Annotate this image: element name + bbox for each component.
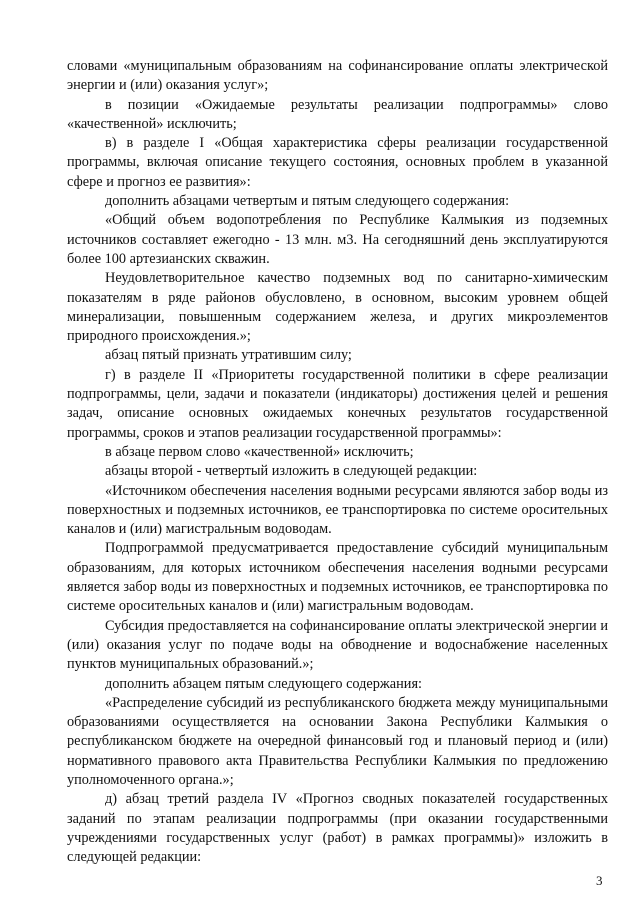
- document-body: [67, 57, 608, 867]
- paragraph: абзацы второй - четвертый изложить в следующей редакции:: [105, 463, 478, 480]
- paragraph: «Общий объем водопотребления по Республике Калмыкия из подземных источников составляет ежегодно - 13 млн. м3. На сегодняшний день эксплуатируются более 100 артезианских скважин.: [67, 212, 608, 267]
- paragraph: «Источником обеспечения населения водными ресурсами являются забор воды из поверхностных и подземных источников, ее транспортировка по системе оросительных каналов и (или) магистральным водоводам.: [67, 482, 608, 538]
- paragraph: «Распределение субсидий из республиканского бюджета между муниципальными образованиями осуществляется на основании Закона Республики Калмыкия о республиканском бюджете на очередной финансовый год и плановый период и (или) нормативного правового акта Правительства Республики Калмыкия по предложению уполномоченного органа.»;: [67, 694, 608, 788]
- paragraph: дополнить абзацами четвертым и пятым следующего содержания:: [105, 193, 510, 210]
- paragraph: Подпрограммой предусматривается предоставление субсидий муниципальным образованиям, для которых источником обеспечения населения водными ресурсами является забор воды из поверхностных и подземных источников, ее транспортировка по системе оросительных каналов и (или) магистральным водоводам.: [67, 540, 608, 615]
- paragraph: Неудовлетворительное качество подземных вод по санитарно-химическим показателям в ряде районов обусловлено, в основном, высоким уровнем общей минерализации, повышенным содержанием железа, и других микроэлементов природного происхождения.»;: [67, 270, 608, 345]
- paragraph: в абзаце первом слово «качественной» исключить;: [105, 443, 414, 460]
- paragraph: Субсидия предоставляется на софинансирование оплаты электрической энергии и (или) оказания услуг по подаче воды на обводнение и водоснабжение населенных пунктов муниципальных образований.»;: [67, 617, 608, 673]
- paragraph: в) в разделе I «Общая характеристика сферы реализации государственной программы, включая описание текущего состояния, основных проблем в указанной сфере и прогноз ее развития»:: [67, 135, 608, 190]
- paragraph: г) в разделе II «Приоритеты государственной политики в сфере реализации подпрограммы, цели, задачи и показатели (индикаторы) достижения целей и решения задач, описание основных ожидаемых конечных результатов государственной программы, сроков и этапов реализации государственной программы»:: [67, 366, 608, 441]
- page-number: 3: [596, 873, 603, 888]
- paragraph: словами «муниципальным образованиям на софинансирование оплаты электрической энергии и (или) оказания услуг»;: [67, 58, 608, 94]
- paragraph: в позиции «Ожидаемые результаты реализации подпрограммы» слово «качественной» исключить;: [67, 96, 608, 132]
- paragraph: абзац пятый признать утратившим силу;: [105, 347, 352, 364]
- paragraph: дополнить абзацем пятым следующего содержания:: [105, 675, 422, 692]
- paragraph: д) абзац третий раздела IV «Прогноз сводных показателей государственных заданий по этапам реализации подпрограммы (при оказании государственными учреждениями государственных услуг (работ) в рамках программы)» изложить в следующей редакции:: [67, 791, 608, 866]
